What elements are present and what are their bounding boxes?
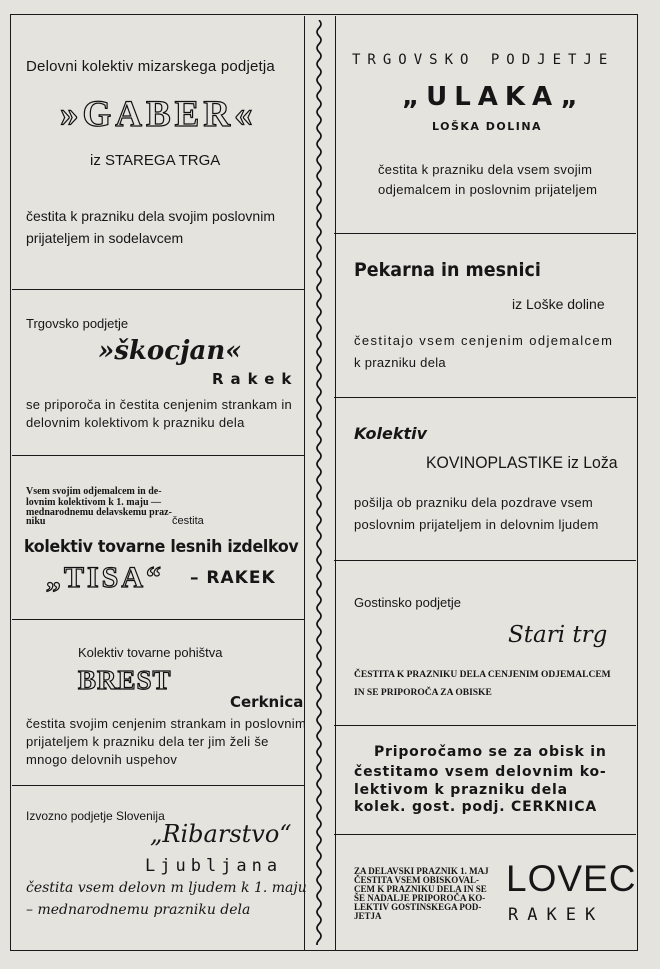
ulaka-intro: TRGOVSKO PODJETJE xyxy=(352,52,615,68)
gaber-name: »GABER« xyxy=(60,94,257,135)
skocjan-place: Rakek xyxy=(212,370,299,388)
divider xyxy=(334,397,636,398)
gaber-intro: Delovni kolektiv mizarskega podjetja xyxy=(26,58,275,75)
kovinoplastike-intro: Kolektiv xyxy=(354,424,428,443)
staritrg-text-1: ČESTITA K PRAZNIKU DELA CENJENIM ODJEMALCEM xyxy=(354,670,611,680)
staritrg-name: Stari trg xyxy=(508,622,608,648)
skocjan-name: »škocjan« xyxy=(98,336,242,366)
lovec-name: LOVEC xyxy=(506,858,637,899)
tisa-small-4: niku xyxy=(26,516,46,527)
divider xyxy=(334,560,636,561)
lovec-small-1: ZA DELAVSKI PRAZNIK 1. MAJ xyxy=(354,866,489,876)
brest-name: BREST xyxy=(78,665,172,695)
brest-intro: Kolektiv tovarne pohištva xyxy=(78,645,223,660)
ulaka-place: LOŠKA DOLINA xyxy=(432,120,543,133)
tisa-small-2: lovnim kolektivom k 1. maju — xyxy=(26,497,162,508)
cerknica-text-2: čestitamo vsem delovnim ko- xyxy=(354,764,607,780)
pekarna-text-1: čestitajo vsem cenjenim odjemalcem xyxy=(354,333,614,348)
cerknica-text-3: lektivom k prazniku dela xyxy=(354,782,568,798)
divider xyxy=(334,233,636,234)
gaber-text-1: čestita k prazniku dela svojim poslovnim xyxy=(26,208,275,224)
skocjan-text-2: delovnim kolektivom k prazniku dela xyxy=(26,415,245,430)
tisa-small-3: mednarodnemu delavskemu praz- xyxy=(26,507,172,518)
tisa-kolektiv: kolektiv tovarne lesnih izdelkov xyxy=(24,537,299,557)
ulaka-text-1: čestita k prazniku dela vsem svojim xyxy=(378,162,593,177)
kovinoplastike-text-1: pošilja ob prazniku dela pozdrave vsem xyxy=(354,495,594,510)
brest-text-1: čestita svojim cenjenim strankam in poslovnim xyxy=(26,716,307,731)
divider xyxy=(12,785,304,786)
ulaka-name: „ULAKA„ xyxy=(402,82,585,112)
pekarna-place: iz Loške doline xyxy=(512,296,605,312)
tisa-place: – RAKEK xyxy=(190,568,276,588)
divider xyxy=(12,455,304,456)
kovinoplastike-name: KOVINOPLASTIKE iz Loža xyxy=(426,453,618,472)
lovec-small-6: JETJA xyxy=(354,911,382,921)
ribarstvo-intro: Izvozno podjetje Slovenija xyxy=(26,809,165,823)
gaber-text-2: prijateljem in sodelavcem xyxy=(26,230,184,246)
ribarstvo-place: Ljubljana xyxy=(145,856,283,876)
ribarstvo-text-2: – mednarodnemu prazniku dela xyxy=(26,902,251,918)
lovec-small-4: ŠE NADALJE PRIPOROČA KO- xyxy=(354,893,486,903)
cerknica-text-1: Priporočamo se za obisk in xyxy=(374,744,607,760)
skocjan-intro: Trgovsko podjetje xyxy=(26,316,129,331)
brest-place: Cerknica xyxy=(230,693,304,711)
divider xyxy=(12,289,304,290)
cerknica-text-4: kolek. gost. podj. CERKNICA xyxy=(354,799,597,815)
divider xyxy=(334,834,636,835)
lovec-small-5: LEKTIV GOSTINSKEGA POD- xyxy=(354,902,482,912)
pekarna-text-2: k prazniku dela xyxy=(354,355,446,370)
tisa-name: „TISA“ xyxy=(46,561,165,594)
divider xyxy=(334,725,636,726)
ribarstvo-name: „Ribarstvo“ xyxy=(150,820,292,848)
staritrg-text-2: IN SE PRIPOROČA ZA OBISKE xyxy=(354,688,492,698)
brest-text-3: mnogo delovnih uspehov xyxy=(26,752,178,767)
tisa-small-1: Vsem svojim odjemalcem in de- xyxy=(26,486,162,497)
divider xyxy=(12,619,304,620)
wavy-divider xyxy=(315,20,323,945)
lovec-place: RAKEK xyxy=(508,905,605,925)
staritrg-intro: Gostinsko podjetje xyxy=(354,595,461,610)
ulaka-text-2: odjemalcem in poslovnim prijateljem xyxy=(378,182,598,197)
ribarstvo-text-1: čestita vsem delovn m ljudem k 1. maju xyxy=(26,880,307,896)
lovec-small-2: ČESTITA VSEM OBISKOVAL- xyxy=(354,875,480,885)
pekarna-name: Pekarna in mesnici xyxy=(354,259,541,281)
brest-text-2: prijateljem k prazniku dela ter jim želi še xyxy=(26,734,269,749)
skocjan-text-1: se priporoča in čestita cenjenim strankam in xyxy=(26,397,293,412)
tisa-cestita: čestita xyxy=(172,515,204,527)
gaber-place: iz STAREGA TRGA xyxy=(90,152,221,169)
lovec-small-3: CEM K PRAZNIKU DELA IN SE xyxy=(354,884,487,894)
kovinoplastike-text-2: poslovnim prijateljem in delovnim ljudem xyxy=(354,517,599,532)
